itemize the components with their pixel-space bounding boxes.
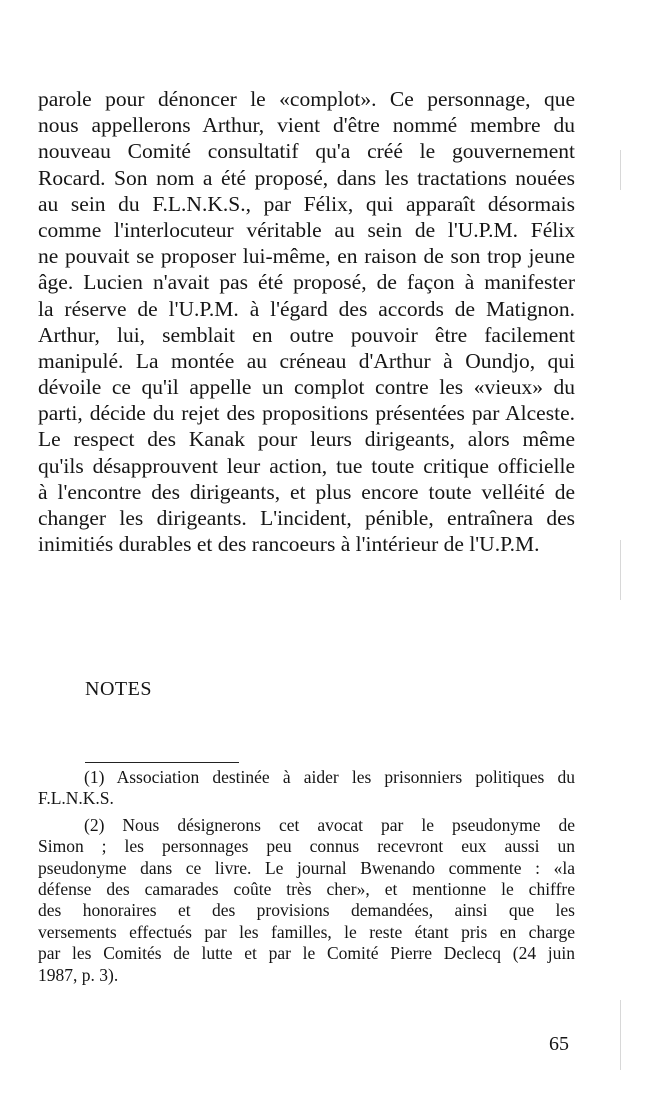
text-line: Le respect des Kanak pour leurs dirigeants, alors même — [38, 427, 575, 452]
text-line: nouveau Comité consultatif qu'a créé le gouvernement — [38, 139, 575, 164]
text-line: parole pour dénoncer le «complot». Ce personnage, que — [38, 87, 575, 111]
text-line: parti, décide du rejet des propositions présentées par Alceste. — [38, 401, 575, 426]
scan-margin-line — [620, 150, 621, 190]
footnote-line: F.L.N.K.S. — [38, 788, 114, 809]
footnote-1 — [38, 767, 575, 810]
text-line: changer les dirigeants. L'incident, pénible, entraînera des — [38, 506, 575, 530]
text-line: âge. Lucien n'avait pas été proposé, de façon à manifester — [38, 270, 575, 295]
footnote-line: des honoraires et des provisions demandées, ainsi que les — [38, 900, 575, 921]
text-line: manipulé. La montée au créneau d'Arthur à Oundjo, qui — [38, 348, 575, 373]
text-line: nous appellerons Arthur, vient d'être nommé membre du — [38, 113, 575, 138]
footnote-line: pseudonyme dans ce livre. Le journal Bwenando commente : «la — [38, 857, 575, 878]
page-number: 65 — [549, 1033, 569, 1055]
footnotes — [38, 767, 575, 986]
scan-margin-line — [620, 540, 621, 600]
footnote-line: (1) Association destinée à aider les prisonniers politiques du — [84, 767, 575, 787]
text-line: inimitiés durables et des rancoeurs à l'intérieur de l'U.P.M. — [38, 532, 540, 557]
text-line: qu'ils désapprouvent leur action, tue toute critique officielle — [38, 453, 575, 478]
text-line: au sein du F.L.N.K.S., par Félix, qui apparaît désormais — [38, 191, 575, 216]
footnote-separator — [85, 762, 239, 763]
footnote-line: versements effectués par les familles, le reste étant pris en charge — [38, 921, 575, 942]
text-line: ne pouvait se proposer lui-même, en raison de son trop jeune — [38, 244, 575, 269]
notes-heading: NOTES — [85, 678, 152, 700]
footnote-line: (2) Nous désignerons cet avocat par le pseudonyme de — [84, 814, 575, 835]
footnote-line: défense des camarades coûte très cher», et mentionne le chiffre — [38, 878, 575, 899]
footnote-line: 1987, p. 3). — [38, 964, 119, 985]
footnote-line: Simon ; les personnages peu connus recevront eux aussi un — [38, 836, 575, 857]
text-line: à l'encontre des dirigeants, et plus encore toute velléité de — [38, 479, 575, 504]
footnote-line: par les Comités de lutte et par le Comité Pierre Declecq (24 juin — [38, 943, 575, 964]
main-paragraph — [38, 86, 575, 557]
scan-margin-line — [620, 1000, 621, 1070]
text-line: Rocard. Son nom a été proposé, dans les tractations nouées — [38, 165, 575, 190]
text-line: comme l'interlocuteur véritable au sein de l'U.P.M. Félix — [38, 217, 575, 242]
text-line: dévoile ce qu'il appelle un complot contre les «vieux» du — [38, 375, 575, 400]
text-line: Arthur, lui, semblait en outre pouvoir être facilement — [38, 322, 575, 347]
footnote-2 — [38, 815, 575, 986]
text-line: la réserve de l'U.P.M. à l'égard des accords de Matignon. — [38, 296, 575, 321]
